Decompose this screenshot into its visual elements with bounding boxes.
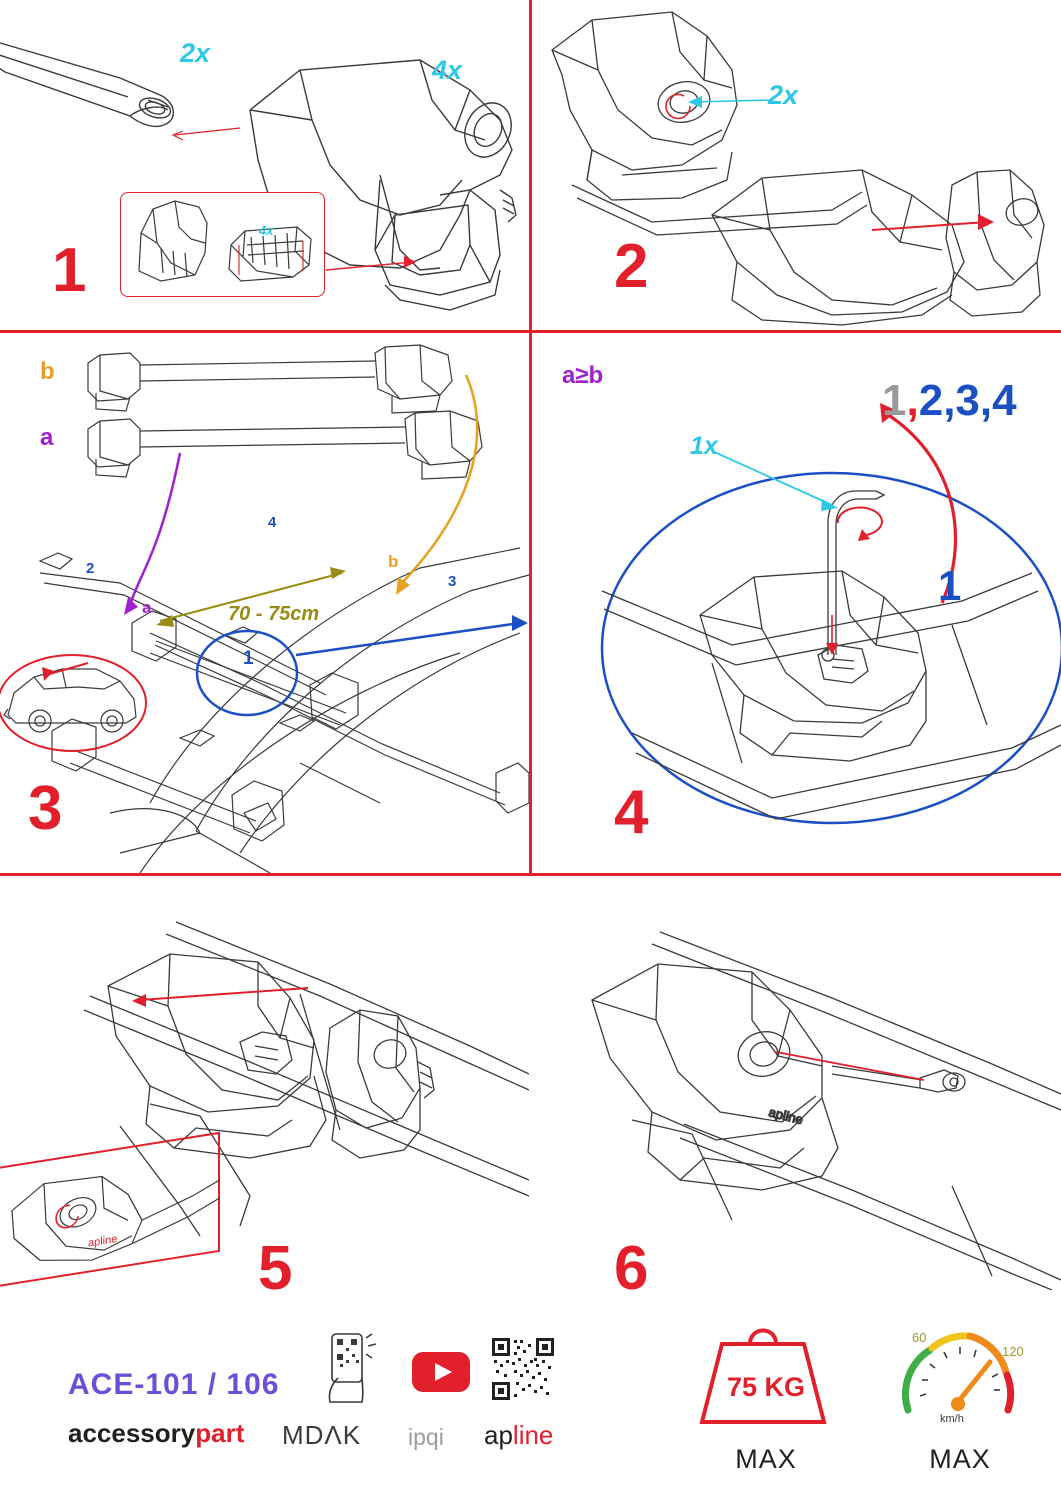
brand-apline: [484, 1420, 553, 1451]
label-pos-2: 2: [86, 560, 95, 577]
label-a-ge-b: a≥b: [562, 362, 604, 389]
step-6-illustration: [532, 890, 1061, 1290]
step-number-1: 1: [52, 236, 88, 305]
label-bar-spacing: 70 - 75cm: [228, 603, 320, 625]
brand-accessorypart-part2: part: [195, 1418, 245, 1448]
youtube-icon[interactable]: [410, 1348, 476, 1396]
step-1-detail-inset: [120, 192, 325, 297]
max-speed-icon: [890, 1310, 1030, 1440]
max-load-icon: [688, 1310, 838, 1430]
count-4x-step1: 4x: [432, 55, 463, 85]
qr-phone-icon: [318, 1330, 398, 1410]
count-2x-step1: 2x: [180, 38, 211, 68]
step-2-illustration: [532, 0, 1061, 330]
max-load-caption: MAX: [735, 1444, 797, 1474]
label-b-bar: b: [40, 358, 55, 385]
qr-code-icon: [490, 1336, 556, 1402]
brand-apline-part2: line: [512, 1420, 554, 1450]
max-speed-caption: MAX: [929, 1444, 991, 1474]
brand-mdak: MDΛK: [282, 1420, 362, 1450]
step-number-5: 5: [258, 1234, 294, 1303]
seq-part-1: 1: [882, 376, 907, 425]
inset-leader-arrow: [318, 232, 438, 292]
step-number-6: 6: [614, 1234, 650, 1303]
brand-accessorypart-part1: accessory: [68, 1418, 196, 1448]
brand-ipqi: ipqi: [408, 1424, 444, 1450]
max-load-value: 75 KG: [726, 1372, 806, 1402]
seq-part-comma: ,: [906, 376, 919, 425]
brand-apline-part1: ap: [484, 1420, 513, 1450]
step-number-2: 2: [614, 232, 650, 301]
label-b-car: b: [388, 552, 399, 571]
label-a-car: a: [142, 598, 152, 617]
svg-text:km/h: km/h: [940, 1413, 964, 1425]
product-code: ACE-101 / 106: [68, 1368, 280, 1401]
count-2x-step2: 2x: [768, 80, 799, 110]
step-number-3: 3: [28, 774, 64, 843]
seq-part-234: 2,3,4: [918, 376, 1017, 425]
label-pos-1: 1: [243, 648, 254, 669]
label-turn-1: 1: [938, 562, 962, 609]
label-sequence-1234: [882, 376, 1017, 426]
svg-text:60: 60: [912, 1330, 927, 1345]
label-a-bar: a: [40, 424, 54, 451]
count-4x-inset: 4x: [259, 223, 274, 238]
svg-text:apline: apline: [88, 1233, 118, 1250]
brand-accessorypart: [68, 1418, 244, 1449]
count-1x-step4: 1x: [690, 432, 718, 460]
svg-text:apline: apline: [767, 1104, 805, 1128]
step-number-4: 4: [614, 778, 650, 847]
label-pos-4: 4: [268, 514, 277, 531]
svg-text:120: 120: [1002, 1344, 1024, 1359]
label-pos-3: 3: [448, 573, 457, 590]
